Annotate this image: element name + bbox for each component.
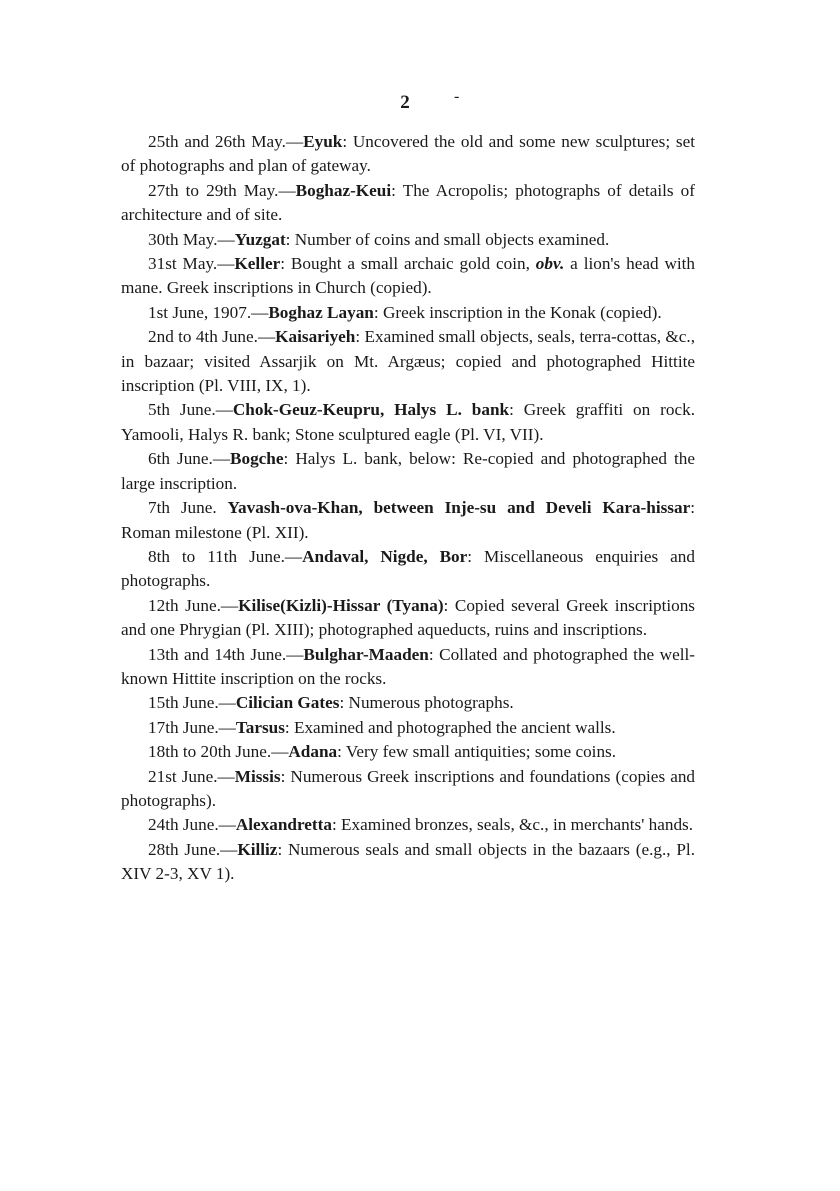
entry-place: Cilician Gates [235,693,340,713]
entry-place: Adana [288,742,338,762]
itinerary-list [121,130,695,887]
entry-text: Numerous photographs. [348,693,514,713]
entry-date: 28th June. [148,839,221,859]
entry-text-before: Bought a small archaic gold coin, [290,254,530,274]
itinerary-entry: 7th June. Yavash-ova-Khan, between Inje-su and Develi Kara-hissar: Roman milestone (Pl. XII). [121,498,695,542]
itinerary-entry: 31st May.—Keller: Bought a small archaic gold coin, obv. a lion's head with mane. Greek inscriptions in Church (copied). [121,254,695,298]
entry-text: Numerous seals and small objects in the bazaars (e.g., Pl. XIV 2-3, XV 1). [121,839,696,884]
page-mark: - [454,88,460,105]
entry-text: Greek graffiti on rock. Yamooli, Halys R. bank; Stone sculptured eagle (Pl. VI, VII). [121,400,695,444]
entry-text: Examined and photographed the ancient walls. [293,717,616,737]
entry-place: Alexandretta [235,815,332,835]
entry-place: Killiz [237,839,278,859]
itinerary-entry: 12th June.—Kilise(Kizli)-Hissar (Tyana): Copied several Greek inscriptions and one Phrygian (Pl. XIII); photographed aqueducts, ruins and inscriptions. [121,595,696,640]
itinerary-entry: 15th June.—Cilician Gates: Numerous photographs. [148,693,514,713]
itinerary-entry: 17th June.—Tarsus: Examined and photographed the ancient walls. [148,717,616,737]
entry-date: 6th June. [148,449,213,469]
entry-date: 31st May. [148,254,218,274]
entry-date: 1st June, 1907. [148,302,252,322]
entry-date: 24th June. [148,815,219,835]
entry-text: Examined bronzes, seals, &c., in merchants' hands. [341,815,694,835]
itinerary-entry: 21st June.—Missis: Numerous Greek inscriptions and foundations (copies and photographs). [121,766,696,810]
entry-place: Boghaz-Keui [295,180,392,200]
entry-place: Yavash-ova-Khan, between Inje-su and Develi Kara-hissar [227,498,691,518]
entry-date: 25th and 26th May. [148,132,286,151]
entry-text: The Acropolis; photographs of details of architecture and of site. [121,180,695,225]
entry-place: Boghaz Layan [268,302,374,322]
itinerary-entry: 25th and 26th May.—Eyuk: Uncovered the old and some new sculptures; set of photographs and plan of gateway. [121,132,695,176]
entry-date: 8th to 11th June. [148,546,285,566]
entry-text: Copied several Greek inscriptions and one Phrygian (Pl. XIII); photographed aqueducts, ruins and inscriptions. [121,595,696,640]
entry-text: Very few small antiquities; some coins. [345,742,617,762]
entry-text: Halys L. bank, below: Re-copied and photographed the large inscription. [121,449,695,493]
entry-place: Bogche [230,449,284,469]
entry-date: 18th to 20th June. [148,742,272,762]
entry-text: Numerous Greek inscriptions and foundations (copies and photographs). [121,766,696,810]
itinerary-entry: 6th June.—Bogche: Halys L. bank, below: Re-copied and photographed the large inscription. [121,449,695,493]
entry-date: 21st June. [148,766,218,786]
entry-text: Roman milestone (Pl. XII). [121,522,309,542]
itinerary-entry: 1st June, 1907.—Boghaz Layan: Greek inscription in the Konak (copied). [148,302,662,322]
itinerary-entry: 13th and 14th June.—Bulghar-Maaden: Collated and photographed the well-known Hittite inscription on the rocks. [121,644,695,688]
entry-text: Number of coins and small objects examined. [294,229,610,249]
entry-text: Uncovered the old and some new sculptures; set of photographs and plan of gateway. [121,132,695,176]
entry-text: a lion's head with mane. Greek inscriptions in Church (copied). [121,254,695,298]
entry-text: Greek inscription in the Konak (copied). [382,302,662,322]
entry-place: Tarsus [235,717,285,737]
entry-date: 30th May. [148,229,218,249]
entry-date: 12th June. [148,595,221,615]
itinerary-entry: 5th June.—Chok-Geuz-Keupru, Halys L. bank: Greek graffiti on rock. Yamooli, Halys R. bank; Stone sculptured eagle (Pl. VI, VII). [121,400,695,444]
itinerary-entry: 2nd to 4th June.—Kaisariyeh: Examined small objects, seals, terra-cottas, &c., in bazaar; visited Assarjik on Mt. Argæus; copied and photographed Hittite inscription (Pl. VIII, IX, 1). [121,327,695,396]
entry-place: Chok-Geuz-Keupru, Halys L. bank [232,400,510,420]
itinerary-entry: 28th June.—Killiz: Numerous seals and small objects in the bazaars (e.g., Pl. XIV 2-3, XV 1). [121,839,696,884]
itinerary-entry: 8th to 11th June.—Andaval, Nigde, Bor: Miscellaneous enquiries and photographs. [121,546,695,591]
entry-place: Kaisariyeh [275,327,356,347]
entry-place: Andaval, Nigde, Bor [302,546,468,566]
entry-place: Yuzgat [234,229,286,249]
entry-place: Eyuk [303,132,343,151]
itinerary-entry: 18th to 20th June.—Adana: Very few small antiquities; some coins. [148,742,617,762]
entry-date: 27th to 29th May. [148,180,279,200]
page-number: 2 [400,92,410,113]
entry-text: Examined small objects, seals, terra-cottas, &c., in bazaar; visited Assarjik on Mt. Argæus; copied and photographed Hittite inscription (Pl. VIII, IX, 1). [121,327,695,396]
entry-place: Keller [234,254,281,274]
itinerary-entry: 27th to 29th May.—Boghaz-Keui: The Acropolis; photographs of details of architecture and of site. [121,180,695,225]
entry-date: 5th June. [148,400,216,420]
entry-place: Bulghar-Maaden [303,644,429,664]
entry-italic: obv. [535,254,565,274]
entry-date: 13th and 14th June. [148,644,287,664]
entry-date: 15th June. [148,693,219,713]
itinerary-entry: 30th May.—Yuzgat: Number of coins and small objects examined. [148,229,610,249]
entry-place: Missis [234,766,281,786]
entry-text: Collated and photographed the well-known Hittite inscription on the rocks. [121,644,695,688]
entry-date: 2nd to 4th June. [148,327,258,347]
entry-text: Miscellaneous enquiries and photographs. [121,546,695,591]
entry-place: Kilise(Kizli)-Hissar (Tyana) [238,595,444,615]
entry-date: 7th June. [148,498,217,518]
entry-date: 17th June. [148,717,219,737]
itinerary-entry: 24th June.—Alexandretta: Examined bronzes, seals, &c., in merchants' hands. [148,815,694,835]
